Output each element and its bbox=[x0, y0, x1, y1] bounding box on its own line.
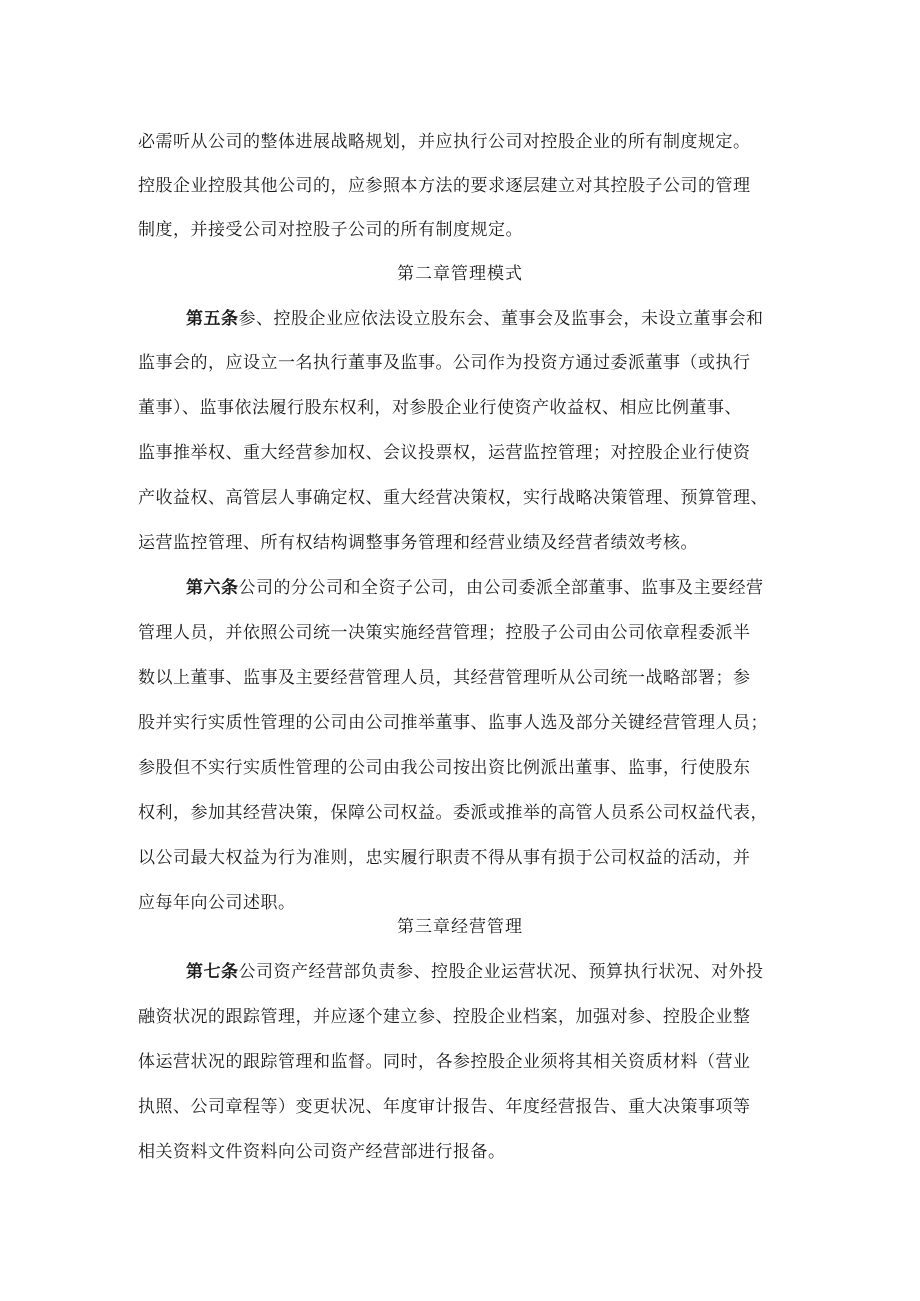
article-6-line-1 bbox=[186, 573, 764, 598]
article-5-line-6: 运营监控管理、所有权结构调整事务管理和经营业绩及经营者绩效考核。 bbox=[138, 533, 698, 553]
article-6-line-8: 应每年向公司述职。 bbox=[138, 893, 296, 913]
intro-line-2: 控股企业控股其他公司的，应参照本方法的要求逐层建立对其控股子公司的管理 bbox=[138, 176, 751, 196]
article-7-text: 公司资产经营部负责参、控股企业运营状况、预算执行状况、对外投 bbox=[238, 962, 764, 982]
chapter-3-title: 第三章经营管理 bbox=[397, 917, 523, 937]
article-5-line-1 bbox=[186, 304, 764, 329]
article-5-line-2: 监事会的，应设立一名执行董事及监事。公司作为投资方通过委派董事（或执行 bbox=[138, 353, 751, 373]
article-6-line-7: 以公司最大权益为行为准则，忠实履行职责不得从事有损于公司权益的活动，并 bbox=[138, 848, 751, 868]
article-6-line-2: 管理人员，并依照公司统一决策实施经营管理；控股子公司由公司依章程委派半 bbox=[138, 623, 751, 643]
article-6-line-4: 股并实行实质性管理的公司由公司推举董事、监事人选及部分关键经营管理人员； bbox=[138, 713, 768, 733]
article-6-line-3: 数以上董事、监事及主要经营管理人员，其经营管理听从公司统一战略部署；参 bbox=[138, 668, 751, 688]
article-7-line-3: 体运营状况的跟踪管理和监督。同时，各参控股企业须将其相关资质材料（营业 bbox=[138, 1052, 751, 1072]
article-6-text: 公司的分公司和全资子公司，由公司委派全部董事、监事及主要经营 bbox=[238, 578, 764, 598]
article-5-text: 参、控股企业应依法设立股东会、董事会及监事会，未设立董事会和 bbox=[238, 309, 764, 329]
intro-line-1: 必需听从公司的整体进展战略规划，并应执行公司对控股企业的所有制度规定。 bbox=[138, 132, 751, 152]
chapter-2-title: 第二章管理模式 bbox=[397, 264, 523, 284]
article-6-line-6: 权利，参加其经营决策，保障公司权益。委派或推举的高管人员系公司权益代表， bbox=[138, 803, 768, 823]
article-7-line-2: 融资状况的跟踪管理，并应逐个建立参、控股企业档案，加强对参、控股企业整 bbox=[138, 1007, 751, 1027]
article-5-line-3: 董事）、监事依法履行股东权利，对参股企业行使资产收益权、相应比例董事、 bbox=[138, 398, 742, 418]
article-5-line-4: 监事推举权、重大经营参加权、会议投票权，运营监控管理；对控股企业行使资 bbox=[138, 443, 751, 463]
article-7-line-1 bbox=[186, 957, 764, 982]
article-7-line-4: 执照、公司章程等）变更状况、年度审计报告、年度经营报告、重大决策事项等 bbox=[138, 1097, 751, 1117]
article-5-label: 第五条 bbox=[186, 309, 239, 329]
article-6-line-5: 参股但不实行实质性管理的公司由我公司按出资比例派出董事、监事，行使股东 bbox=[138, 758, 751, 778]
article-7-line-5: 相关资料文件资料向公司资产经营部进行报备。 bbox=[138, 1142, 506, 1162]
article-7-label: 第七条 bbox=[186, 962, 239, 982]
article-5-line-5: 产收益权、高管层人事确定权、重大经营决策权，实行战略决策管理、预算管理、 bbox=[138, 488, 768, 508]
intro-line-3: 制度，并接受公司对控股子公司的所有制度规定。 bbox=[138, 220, 523, 240]
article-6-label: 第六条 bbox=[186, 578, 239, 598]
